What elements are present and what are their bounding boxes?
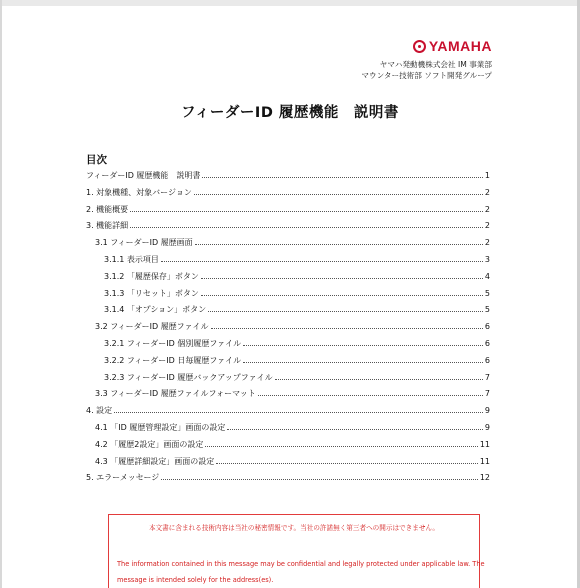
toc-heading: 目次 (86, 154, 107, 166)
table-of-contents (86, 170, 490, 489)
toc-entry-label: 3.2.1 フィーダーID 個別履歴ファイル (104, 338, 242, 348)
toc-dot-leader (243, 361, 483, 363)
toc-dot-leader (161, 260, 483, 262)
toc-dot-leader (201, 294, 483, 296)
toc-dot-leader (227, 428, 483, 430)
toc-entry[interactable] (86, 288, 490, 305)
toc-entry-label: フィーダーID 履歴機能 説明書 (86, 171, 201, 180)
page-left-edge (0, 0, 2, 588)
toc-entry[interactable] (86, 321, 490, 338)
toc-entry[interactable] (86, 271, 490, 288)
toc-dot-leader (114, 411, 483, 413)
toc-entry[interactable] (86, 170, 490, 187)
toc-entry-label: 3.1.2 「履歴保存」ボタン (104, 271, 199, 281)
toc-entry-label: 3.1.3 「リセット」ボタン (104, 288, 199, 298)
toc-entry-page: 6 (484, 338, 490, 348)
document-title: フィーダーID 履歴機能 説明書 (181, 105, 399, 121)
toc-entry-page: 11 (479, 439, 490, 449)
toc-entry-label: 3. 機能詳細 (86, 221, 129, 231)
toc-entry-page: 5 (484, 288, 490, 298)
toc-entry[interactable] (86, 456, 490, 473)
toc-entry-page: 7 (484, 389, 490, 399)
toc-entry-label: 4.1 「ID 履歴管理設定」画面の設定 (95, 422, 226, 432)
notice-english-line-2: message is intended solely for the address(es). (117, 576, 274, 584)
toc-entry[interactable] (86, 237, 490, 254)
toc-entry[interactable] (86, 355, 490, 372)
notice-japanese: 本文書に含まれる技術内容は当社の秘密情報です。当社の許諾無く第三者への開示はできません。 (149, 524, 439, 532)
toc-entry-label: 3.1 フィーダーID 履歴画面 (95, 238, 193, 248)
toc-dot-leader (195, 243, 483, 245)
toc-entry-page: 2 (484, 221, 490, 231)
toc-dot-leader (161, 478, 478, 480)
toc-entry-page: 7 (484, 372, 490, 382)
toc-entry[interactable] (86, 254, 490, 271)
confidentiality-notice (108, 514, 485, 588)
toc-entry-page: 2 (484, 238, 490, 248)
toc-entry-page: 5 (484, 305, 490, 315)
toc-entry-page: 1 (484, 171, 490, 180)
toc-entry-page: 6 (484, 355, 490, 365)
toc-entry[interactable] (86, 439, 490, 456)
toc-dot-leader (130, 226, 483, 228)
toc-entry[interactable] (86, 422, 490, 439)
toc-entry[interactable] (86, 304, 490, 321)
company-line-2: マウンター技術部 ソフト開発グループ (361, 71, 492, 80)
toc-entry-label: 4. 設定 (86, 406, 113, 416)
logo-text: YAMAHA (428, 38, 492, 54)
toc-entry[interactable] (86, 187, 490, 204)
toc-dot-leader (202, 176, 482, 178)
toc-dot-leader (216, 462, 478, 464)
toc-dot-leader (243, 344, 483, 346)
toc-dot-leader (208, 310, 483, 312)
toc-entry-label: 4.2 「履歴2設定」画面の設定 (95, 439, 204, 449)
toc-dot-leader (205, 445, 477, 447)
toc-entry-page: 6 (484, 322, 490, 332)
toc-entry-page: 9 (484, 422, 490, 432)
toc-entry[interactable] (86, 372, 490, 389)
toc-entry-page: 3 (484, 254, 490, 264)
yamaha-logo (413, 38, 492, 54)
company-line-1: ヤマハ発動機株式会社 IM 事業部 (379, 60, 492, 69)
toc-entry-page: 2 (484, 204, 490, 214)
toc-entry-label: 3.3 フィーダーID 履歴ファイルフォーマット (95, 389, 256, 399)
toc-dot-leader (211, 327, 483, 329)
page-top-edge (0, 0, 580, 6)
toc-dot-leader (275, 378, 483, 380)
toc-entry-label: 3.2.2 フィーダーID 日毎履歴ファイル (104, 355, 242, 365)
toc-entry-label: 5. エラーメッセージ (86, 473, 160, 483)
company-info (361, 59, 492, 81)
toc-entry[interactable] (86, 388, 490, 405)
toc-entry-label: 3.1.4 「オプション」ボタン (104, 305, 207, 315)
toc-entry-page: 9 (484, 406, 490, 416)
toc-entry-page: 12 (479, 473, 490, 483)
toc-entry[interactable] (86, 204, 490, 221)
toc-entry-label: 3.1.1 表示項目 (104, 254, 159, 264)
toc-dot-leader (130, 210, 483, 212)
toc-entry[interactable] (86, 472, 490, 489)
toc-dot-leader (258, 394, 483, 396)
toc-entry[interactable] (86, 338, 490, 355)
toc-entry-label: 3.2 フィーダーID 履歴ファイル (95, 322, 209, 332)
toc-entry[interactable] (86, 220, 490, 237)
toc-entry-label: 1. 対象機種、対象バージョン (86, 187, 192, 197)
toc-entry-label: 3.2.3 フィーダーID 履歴バックアップファイル (104, 372, 273, 382)
toc-entry-page: 11 (479, 456, 490, 466)
toc-entry-label: 2. 機能概要 (86, 204, 129, 214)
yamaha-emblem-icon (413, 40, 426, 53)
toc-dot-leader (194, 193, 483, 195)
notice-english-line-1: The information contained in this message may be confidential and legally protected under applicable law. The (117, 560, 485, 568)
toc-entry-label: 4.3 「履歴詳細設定」画面の設定 (95, 456, 215, 466)
toc-dot-leader (201, 277, 483, 279)
toc-entry-page: 4 (484, 271, 490, 281)
toc-entry[interactable] (86, 405, 490, 422)
toc-entry-page: 2 (484, 187, 490, 197)
